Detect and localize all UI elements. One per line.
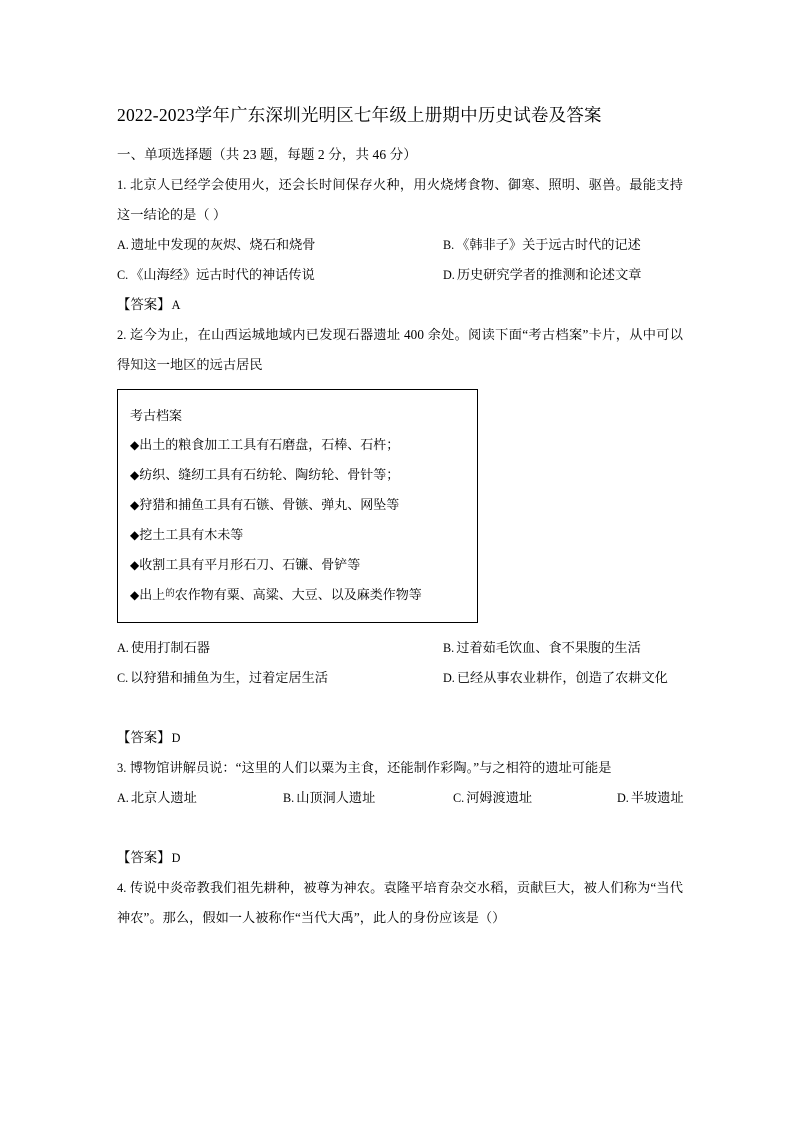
option-text: 半坡遗址 <box>630 790 684 805</box>
archaeology-card <box>117 389 478 623</box>
option-row <box>117 663 683 723</box>
section-heading: 一、单项选择题（共 23 题，每题 2 分，共 46 分） <box>117 147 417 162</box>
card-list-item <box>130 550 465 580</box>
card-list-item <box>130 520 465 550</box>
question-stem <box>117 320 683 380</box>
page-title: 2022-2023学年广东深圳光明区七年级上册期中历史试卷及答案 <box>117 105 602 125</box>
card-item-text-superscript: 的 <box>165 589 175 599</box>
option-letter: C. <box>453 791 465 805</box>
option-letter: A. <box>117 641 129 655</box>
option-a[interactable] <box>117 783 197 813</box>
option-text: 已经从事农业耕作，创造了农耕文化 <box>456 670 668 685</box>
card-list-item <box>130 430 465 460</box>
answer-value: A <box>171 298 181 312</box>
option-text: 过着茹毛饮血、食不果腹的生活 <box>456 640 641 655</box>
question-stem <box>117 170 683 230</box>
question-stem <box>117 753 683 783</box>
option-text: 《山海经》远古时代的神话传说 <box>130 267 315 282</box>
diamond-bullet-icon: ◆ <box>130 498 140 512</box>
card-item-text: 收割工具有平月形石刀、石镰、骨铲等 <box>139 557 361 572</box>
option-b[interactable] <box>443 633 683 663</box>
answer-line <box>117 290 683 320</box>
card-title: 考古档案 <box>130 408 183 423</box>
card-list-item <box>130 460 465 490</box>
answer-label: 【答案】 <box>117 730 171 745</box>
option-text: 遗址中发现的灰烬、烧石和烧骨 <box>130 237 316 252</box>
card-item-text-prefix: 出上 <box>139 587 166 602</box>
option-a[interactable] <box>117 230 315 260</box>
option-text: 山顶洞人遗址 <box>296 790 376 805</box>
question-number: 3. <box>117 761 127 775</box>
question-number: 4. <box>117 881 127 895</box>
option-letter: D. <box>617 791 629 805</box>
option-a[interactable] <box>117 633 210 663</box>
option-b[interactable] <box>283 783 375 813</box>
question-block-2 <box>117 320 683 753</box>
diamond-bullet-icon: ◆ <box>130 528 140 542</box>
card-list-item <box>130 580 465 610</box>
card-item-text-suffix: 农作物有粟、高粱、大豆、以及麻类作物等 <box>174 587 422 602</box>
question-text: 迄今为止，在山西运城地域内已发现石器遗址 400 余处。阅读下面“考古档案”卡片，从中可以得知这一地区的远古居民 <box>117 327 684 372</box>
archaeology-card-wrapper <box>117 380 683 633</box>
answer-value: D <box>171 851 181 865</box>
diamond-bullet-icon: ◆ <box>130 588 140 602</box>
option-letter: D. <box>443 268 455 282</box>
question-text: 北京人已经学会使用火，还会长时间保存火种，用火烧烤食物、御寒、照明、驱兽。最能支持这一结论的是（ ） <box>117 177 683 222</box>
option-d[interactable] <box>443 663 683 693</box>
option-letter: D. <box>443 671 455 685</box>
card-item-text: 出土的粮食加工工具有石磨盘，石棒、石杵； <box>139 437 400 452</box>
answer-label: 【答案】 <box>117 297 171 312</box>
option-letter: B. <box>283 791 295 805</box>
answer-value: D <box>171 731 181 745</box>
card-item-text: 纺织、缝纫工具有石纺轮、陶纺轮、骨针等； <box>139 467 400 482</box>
option-d[interactable] <box>443 260 683 290</box>
option-row <box>117 260 683 290</box>
question-text: 传说中炎帝教我们祖先耕种，被尊为神农。袁隆平培育杂交水稻，贡献巨大，被人们称为“当代神农”。那么，假如一人被称作“当代大禹”，此人的身份应该是（） <box>117 880 683 925</box>
option-c[interactable] <box>453 783 532 813</box>
option-text: 北京人遗址 <box>130 790 197 805</box>
option-letter: C. <box>117 671 129 685</box>
option-row <box>117 633 683 663</box>
option-row <box>117 783 683 843</box>
question-block-4 <box>117 873 683 933</box>
page-content <box>117 96 683 933</box>
diamond-bullet-icon: ◆ <box>130 468 140 482</box>
option-c[interactable] <box>117 663 328 693</box>
question-stem <box>117 873 683 933</box>
question-block-1 <box>117 170 683 320</box>
card-item-text: 狩猎和捕鱼工具有石镞、骨镞、弹丸、网坠等 <box>139 497 400 512</box>
question-text: 博物馆讲解员说：“这里的人们以粟为主食，还能制作彩陶。”与之相符的遗址可能是 <box>129 760 612 775</box>
option-text: 以狩猎和捕鱼为生，过着定居生活 <box>130 670 328 685</box>
card-list-item <box>130 490 465 520</box>
option-text: 《韩非子》关于远古时代的记述 <box>456 237 641 252</box>
option-c[interactable] <box>117 260 315 290</box>
question-number: 1. <box>117 178 127 192</box>
option-text: 历史研究学者的推测和论述文章 <box>456 267 642 282</box>
option-text: 河姆渡遗址 <box>466 790 533 805</box>
option-text: 使用打制石器 <box>130 640 210 655</box>
diamond-bullet-icon: ◆ <box>130 438 140 452</box>
option-letter: A. <box>117 791 129 805</box>
option-b[interactable] <box>443 230 683 260</box>
option-letter: B. <box>443 238 455 252</box>
question-number: 2. <box>117 328 127 342</box>
diamond-bullet-icon: ◆ <box>130 558 140 572</box>
answer-line <box>117 843 683 873</box>
option-row <box>117 230 683 260</box>
card-item-text: 挖土工具有木未等 <box>139 527 244 542</box>
question-block-3 <box>117 753 683 873</box>
option-letter: B. <box>443 641 455 655</box>
answer-label: 【答案】 <box>117 850 171 865</box>
answer-line <box>117 723 683 753</box>
option-letter: C. <box>117 268 129 282</box>
option-d[interactable] <box>617 783 685 813</box>
option-letter: A. <box>117 238 129 252</box>
